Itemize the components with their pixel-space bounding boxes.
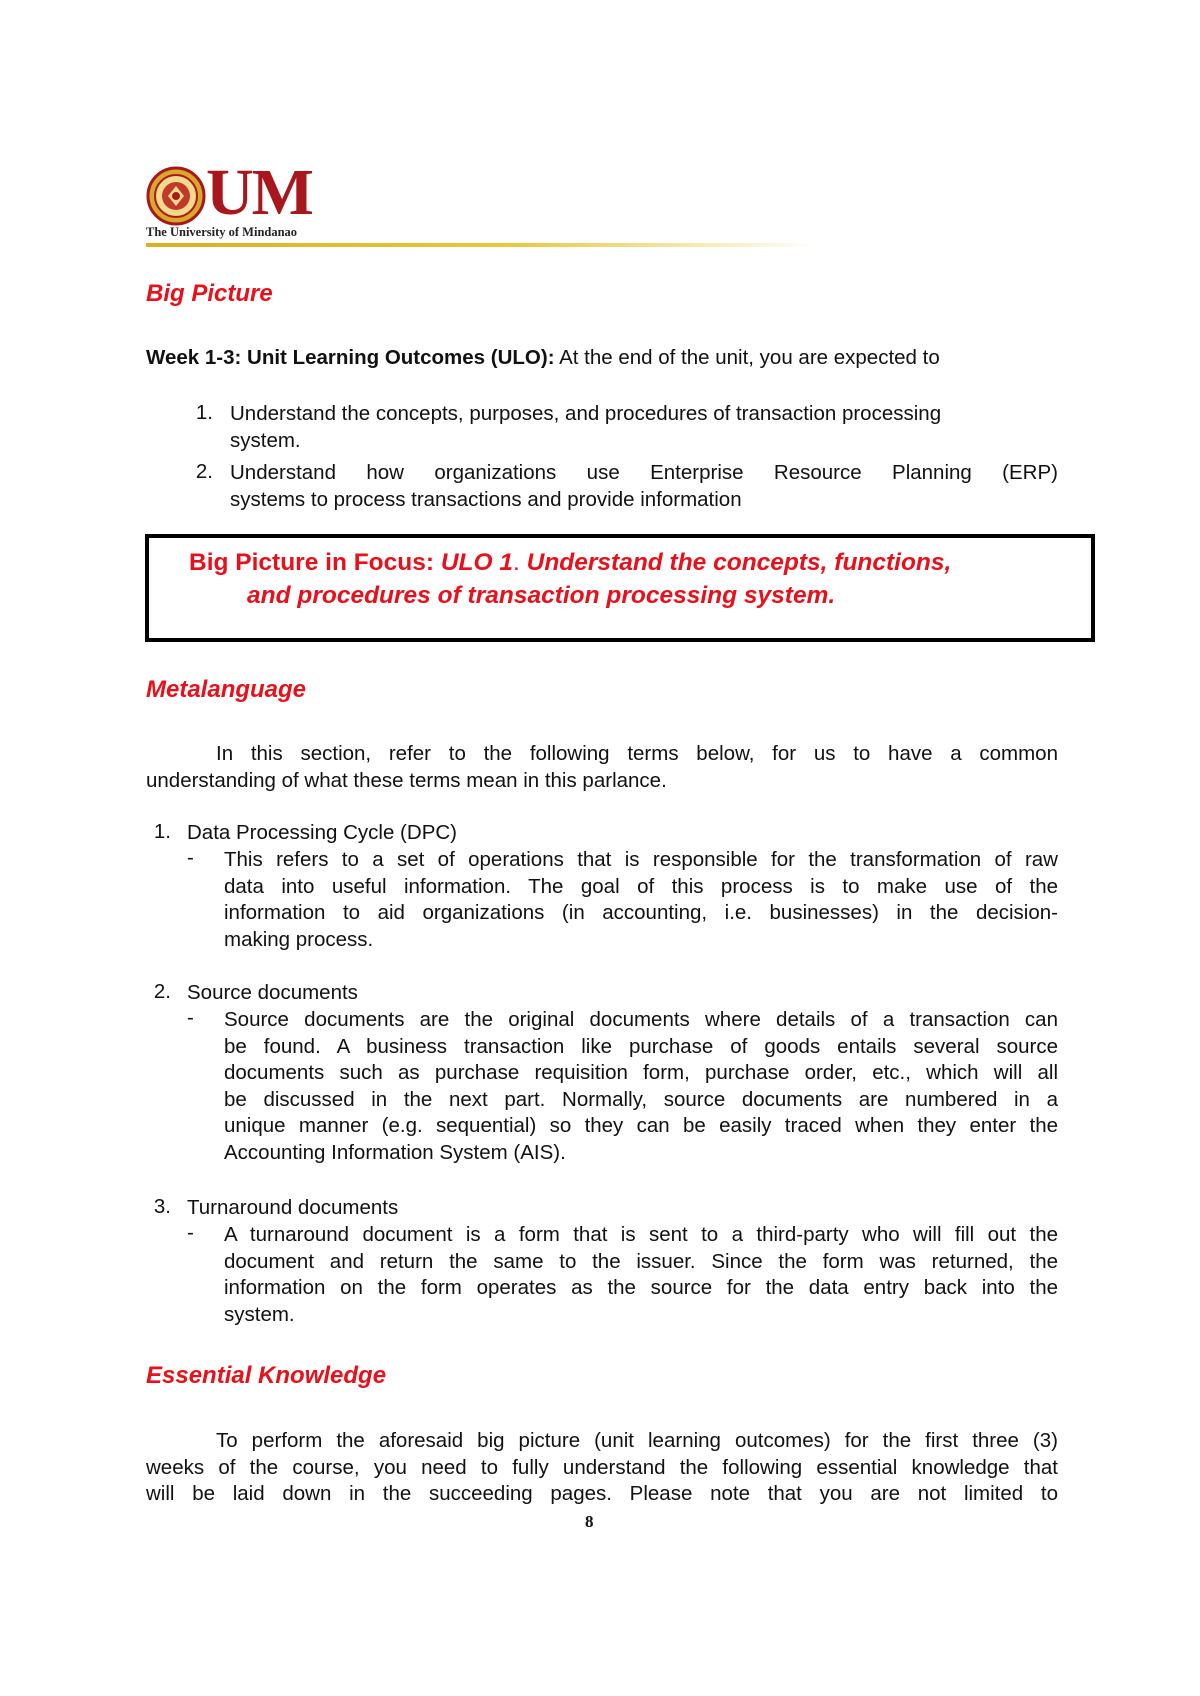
focus-label: Big Picture in Focus: — [189, 549, 435, 576]
outcome-text: Understand how organizations use Enterprise Resource Planning (ERP) systems to process transactions and provide information — [230, 461, 1058, 511]
focus-text: Big Picture in Focus: ULO 1. Understand the concepts, functions, and procedures of transaction processing system. — [189, 546, 1069, 612]
term-title: Source documents — [187, 981, 358, 1004]
outcome-number: 2. — [195, 460, 213, 483]
term-number: 2. — [153, 980, 171, 1003]
term-dash: - — [187, 1006, 194, 1029]
university-seal-icon — [146, 166, 206, 226]
university-name: The University of Mindanao — [146, 225, 298, 239]
outcome-text: Understand the concepts, purposes, and procedures of transaction processing system. — [230, 402, 942, 452]
page-number: 8 — [585, 1512, 594, 1531]
logo-letters: UM — [206, 156, 312, 229]
term-number: 1. — [153, 820, 171, 843]
week-label: Week 1-3: Unit Learning Outcomes (ULO): — [146, 346, 555, 369]
metalanguage-intro: In this section, refer to the following terms below, for us to have a common understanding of what these terms mean in this parlance. — [146, 742, 1058, 792]
term-definition: A turnaround document is a form that is sent to a third-party who will fill out the document and return the same to the issuer. Since the form was returned, the information on the form operates as the source for the data entry back into the system. — [224, 1223, 1058, 1326]
focus-line1: Understand the concepts, functions, — [519, 549, 952, 576]
focus-line2: and procedures of transaction processing system. — [247, 582, 836, 609]
term-dash: - — [187, 846, 194, 869]
term-dash: - — [187, 1221, 194, 1244]
term-definition: Source documents are the original documents where details of a transaction can be found. A business transaction like purchase of goods entails several source documents such as purchase requisition form, purchase order, etc., which will all be discussed in the next part. Normally, source documents are numbered in a unique manner (e.g. sequential) so they can be easily traced when they enter the Accounting Information System (AIS). — [224, 1008, 1058, 1164]
header-divider — [146, 243, 816, 247]
focus-ulo: ULO 1 — [434, 549, 513, 576]
term-title: Turnaround documents — [187, 1196, 399, 1219]
week-text: At the end of the unit, you are expected to — [554, 346, 940, 369]
outcome-number: 1. — [195, 401, 213, 424]
metalanguage-heading: Metalanguage — [146, 676, 307, 703]
term-definition: This refers to a set of operations that is responsible for the transformation of raw data into useful information. The goal of this process is to make use of the information to aid organizations (in accounting, i.e. businesses) in the decision- making process. — [224, 848, 1058, 951]
term-title: Data Processing Cycle (DPC) — [187, 821, 457, 844]
term-number: 3. — [153, 1195, 171, 1218]
week-ulo-intro — [146, 345, 1058, 372]
big-picture-focus-box — [145, 534, 1095, 642]
university-logo — [146, 156, 346, 240]
big-picture-heading: Big Picture — [146, 280, 273, 307]
essential-knowledge-heading: Essential Knowledge — [146, 1362, 387, 1389]
essential-knowledge-paragraph: To perform the aforesaid big picture (unit learning outcomes) for the first three (3) weeks of the course, you need to fully understand the following essential knowledge that will be laid down in the succeeding pages. Please note that you are not limited to — [146, 1429, 1058, 1505]
